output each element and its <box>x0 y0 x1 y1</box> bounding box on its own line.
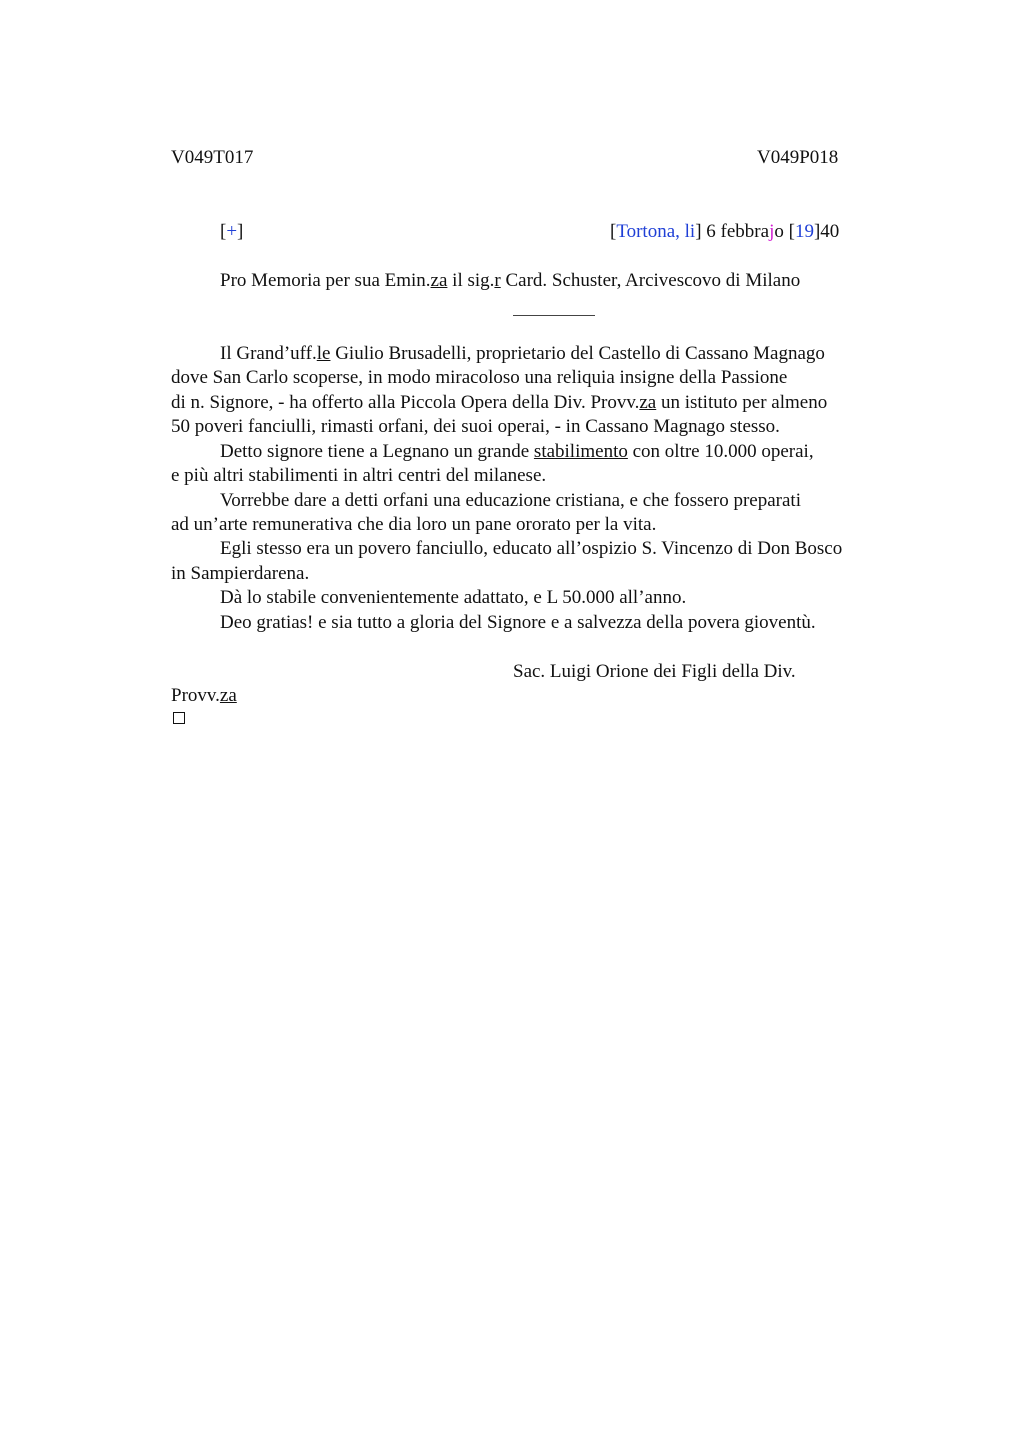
body-line: in Sampierdarena. <box>171 563 310 584</box>
document-code-right: V049P018 <box>757 147 839 168</box>
body-line: dove San Carlo scoperse, in modo miracoloso una reliquia insigne della Passione <box>171 367 788 388</box>
body-line: Deo gratias! e sia tutto a gloria del Signore e a salvezza della povera gioventù. <box>220 612 816 633</box>
square-mark-icon <box>173 712 185 724</box>
dateline: [Tortona, li] 6 febbrajo [19]40 <box>610 221 840 242</box>
dateline-place: Tortona, li <box>616 221 696 242</box>
body-line: ad un’arte remunerativa che dia loro un pane ororato per la vita. <box>171 514 657 535</box>
body-line: Il Grand’uff.le Giulio Brusadelli, proprietario del Castello di Cassano Magnago <box>220 343 825 364</box>
body-line: Egli stesso era un povero fanciullo, educato all’ospizio S. Vincenzo di Don Bosco <box>220 538 843 559</box>
document-code-left: V049T017 <box>171 147 254 168</box>
signature-line: Provv.za <box>171 685 237 706</box>
memo-title: Pro Memoria per sua Emin.za il sig.r Card. Schuster, Arcivescovo di Milano <box>220 270 801 291</box>
body-line: 50 poveri fanciulli, rimasti orfani, dei suoi operai, - in Cassano Magnago stesso. <box>171 416 780 437</box>
body-line: Detto signore tiene a Legnano un grande stabilimento con oltre 10.000 operai, <box>220 441 814 462</box>
body-line: Vorrebbe dare a detti orfani una educazione cristiana, e che fossero preparati <box>220 490 801 511</box>
cross-mark: [+] <box>220 221 244 242</box>
signature-line: Sac. Luigi Orione dei Figli della Div. <box>513 661 796 682</box>
body-line: Dà lo stabile convenientemente adattato, e L 50.000 all’anno. <box>220 587 687 608</box>
body-line: e più altri stabilimenti in altri centri del milanese. <box>171 465 547 486</box>
title-separator <box>513 315 595 316</box>
body-line: di n. Signore, - ha offerto alla Piccola Opera della Div. Provv.za un istituto per almeno <box>171 392 828 413</box>
